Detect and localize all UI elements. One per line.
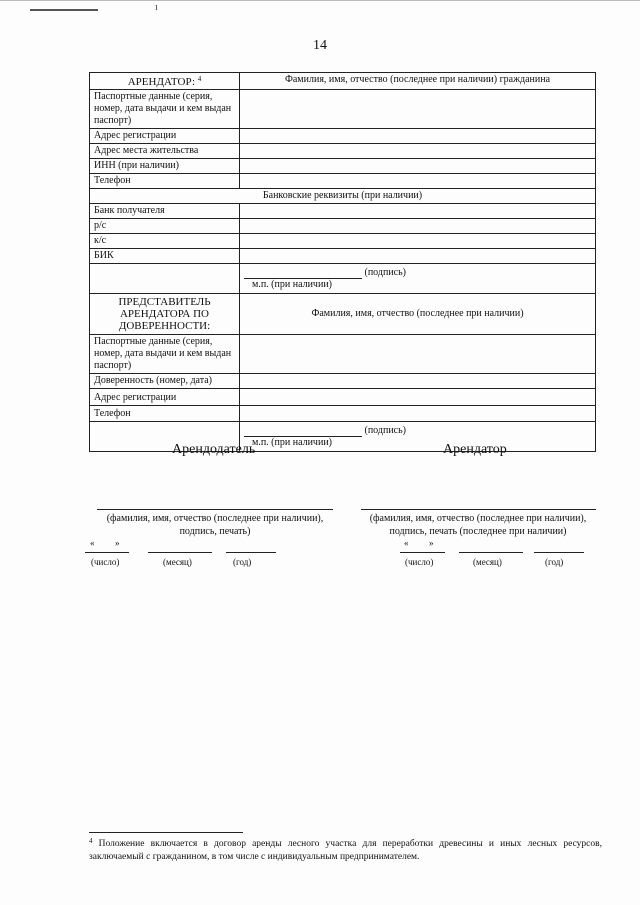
row-label: Банк получателя — [90, 204, 240, 219]
tenant-signature-cell — [240, 264, 596, 294]
quote-close: » — [429, 538, 434, 548]
signature-line[interactable] — [244, 426, 362, 437]
row-value[interactable] — [240, 129, 596, 144]
row-label: Адрес места жительства — [90, 144, 240, 159]
stamp-label: м.п. (при наличии) — [252, 279, 332, 290]
table-row — [90, 159, 596, 174]
landlord-caption — [85, 512, 345, 538]
row-value[interactable] — [240, 204, 596, 219]
row-value[interactable] — [240, 90, 596, 129]
tenant-caption — [352, 512, 604, 538]
year-label: (год) — [233, 557, 252, 567]
tenant-day-line[interactable] — [400, 552, 445, 553]
row-value[interactable] — [240, 144, 596, 159]
tenant-title: Арендатор — [443, 442, 507, 457]
row-value[interactable] — [240, 219, 596, 234]
quote-open: « — [404, 538, 409, 548]
landlord-month-line[interactable] — [148, 552, 212, 553]
table-row — [90, 374, 596, 389]
stamp-label: м.п. (при наличии) — [252, 437, 332, 448]
row-value[interactable] — [240, 159, 596, 174]
row-label: БИК — [90, 249, 240, 264]
row-label: Доверенность (номер, дата) — [90, 374, 240, 389]
representative-header-row — [90, 294, 596, 335]
tenant-header-cell — [90, 73, 240, 90]
row-label: Телефон — [90, 174, 240, 189]
tenant-header-label: АРЕНДАТОР: — [127, 76, 196, 88]
row-label: Паспортные данные (серия, номер, дата выдачи и кем выдан паспорт) — [90, 90, 240, 129]
tenant-signature-row — [90, 264, 596, 294]
month-label: (месяц) — [473, 557, 502, 567]
row-value[interactable] — [240, 234, 596, 249]
page-number: 14 — [313, 38, 327, 53]
bank-header: Банковские реквизиты (при наличии) — [90, 189, 596, 204]
row-label: к/с — [90, 234, 240, 249]
row-label: Паспортные данные (серия, номер, дата выдачи и кем выдан паспорт) — [90, 335, 240, 374]
table-row — [90, 144, 596, 159]
landlord-day-line[interactable] — [85, 552, 129, 553]
table-row — [90, 219, 596, 234]
tenant-details-table — [89, 72, 596, 452]
landlord-title: Арендодатель — [172, 442, 256, 457]
table-row — [90, 129, 596, 144]
representative-fio-header: Фамилия, имя, отчество (последнее при наличии) — [240, 294, 596, 335]
month-label: (месяц) — [163, 557, 192, 567]
tenant-caption-line1: (фамилия, имя, отчество (последнее при наличии), — [369, 513, 587, 524]
scan-edge-mark — [0, 0, 640, 1]
row-label: ИНН (при наличии) — [90, 159, 240, 174]
footnote-marker: 4 — [89, 837, 93, 845]
tenant-fio-header: Фамилия, имя, отчество (последнее при наличии) гражданина — [240, 73, 596, 90]
table-row — [90, 389, 596, 406]
landlord-year-line[interactable] — [226, 552, 276, 553]
signature-label: (подпись) — [364, 267, 407, 278]
landlord-caption-line2: подпись, печать) — [179, 526, 251, 537]
footnote — [89, 838, 602, 864]
empty-cell — [90, 264, 240, 294]
table-row — [90, 234, 596, 249]
day-label: (число) — [405, 557, 434, 567]
tenant-header-row — [90, 73, 596, 90]
landlord-signature-line[interactable] — [97, 509, 333, 510]
table-row — [90, 204, 596, 219]
row-value[interactable] — [240, 389, 596, 406]
quote-close: » — [115, 538, 120, 548]
scan-tick: ı — [155, 2, 158, 13]
row-value[interactable] — [240, 406, 596, 422]
tenant-signature-line[interactable] — [361, 509, 596, 510]
day-label: (число) — [91, 557, 120, 567]
footnote-ref: 4 — [197, 75, 202, 83]
row-value[interactable] — [240, 335, 596, 374]
row-label: Телефон — [90, 406, 240, 422]
representative-header: ПРЕДСТАВИТЕЛЬ АРЕНДАТОРА ПО ДОВЕРЕННОСТИ: — [90, 294, 240, 335]
row-label: Адрес регистрации — [90, 129, 240, 144]
year-label: (год) — [545, 557, 564, 567]
table-row — [90, 335, 596, 374]
tenant-caption-line2: подпись, печать (последнее при наличии) — [389, 526, 567, 537]
representative-signature-cell — [240, 422, 596, 452]
row-value[interactable] — [240, 374, 596, 389]
signature-label: (подпись) — [364, 425, 407, 436]
row-value[interactable] — [240, 174, 596, 189]
footnote-text: Положение включается в договор аренды лесного участка для переработки древесины и иных лесных ресурсов, заключаемый с гражданином, в том числе с индивидуальным предпринимателем. — [89, 839, 602, 862]
quote-open: « — [90, 538, 95, 548]
table-row — [90, 90, 596, 129]
landlord-caption-line1: (фамилия, имя, отчество (последнее при наличии), — [106, 513, 324, 524]
representative-signature-row — [90, 422, 596, 452]
table-row — [90, 406, 596, 422]
tenant-month-line[interactable] — [459, 552, 523, 553]
bank-header-row — [90, 189, 596, 204]
row-value[interactable] — [240, 249, 596, 264]
signature-line[interactable] — [244, 268, 362, 279]
scan-mark-left — [30, 9, 98, 11]
row-label: Адрес регистрации — [90, 389, 240, 406]
table-row — [90, 249, 596, 264]
footnote-divider — [89, 832, 243, 833]
table-row — [90, 174, 596, 189]
row-label: р/с — [90, 219, 240, 234]
tenant-year-line[interactable] — [534, 552, 584, 553]
